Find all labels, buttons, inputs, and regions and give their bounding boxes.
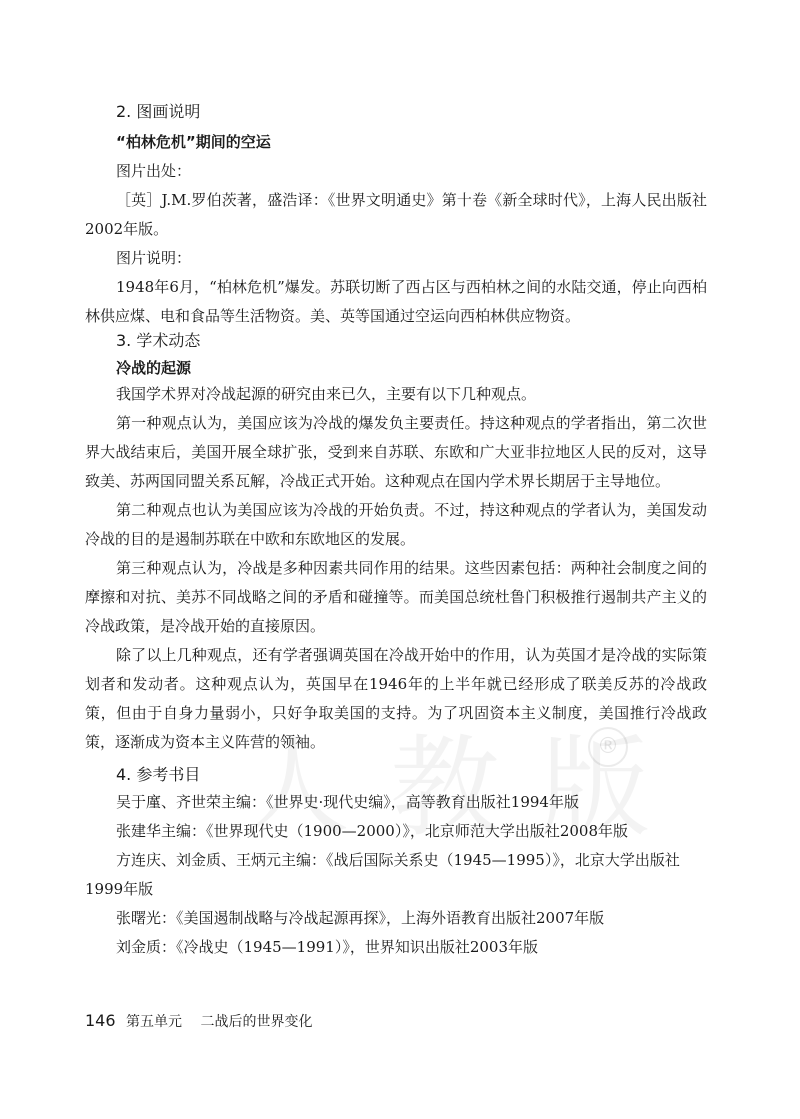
section-2-heading: 2. 图画说明: [116, 102, 201, 121]
paragraph: 第一种观点认为，美国应该为冷战的爆发负主要责任。持这种观点的学者指出，第二次世界大战结束后，美国开展全球扩张，受到来自苏联、东欧和广大亚非拉地区人民的反对，这导致美、苏两国同盟关系瓦解，冷战正式开始。这种观点在国内学术界长期居于主导地位。: [85, 414, 707, 490]
unit-title: 二战后的世界变化: [200, 1014, 313, 1030]
section-4-heading: 4. 参考书目: [116, 765, 201, 784]
paragraph: 除了以上几种观点，还有学者强调英国在冷战开始中的作用，认为英国才是冷战的实际策划者和发动者。这种观点认为，英国早在1946年的上半年就已经形成了联美反苏的冷战政策，但由于自身力量弱小，只好争取美国的支持。为了巩固资本主义制度，美国推行冷战政策，逐渐成为资本主义阵营的领袖。: [85, 646, 707, 751]
reference-item: 刘金质：《冷战史（1945—1991）》，世界知识出版社2003年版: [116, 938, 539, 956]
paragraph: 第二种观点也认为美国应该为冷战的开始负责。不过，持这种观点的学者认为，美国发动冷战的目的是遏制苏联在中欧和东欧地区的发展。: [85, 501, 707, 548]
section-3-subtitle: 冷战的起源: [116, 359, 192, 377]
page-footer: [85, 1009, 312, 1034]
registered-mark-icon: ®: [588, 727, 628, 767]
section-3-heading: 3. 学术动态: [116, 331, 201, 350]
section-2-body: [85, 157, 707, 331]
reference-item: 方连庆、刘金质、王炳元主编：《战后国际关系史（1945—1995）》，北京大学出版社1999年版: [85, 851, 680, 898]
reference-item: 张曙光：《美国遏制战略与冷战起源再探》，上海外语教育出版社2007年版: [116, 909, 605, 927]
description-label: 图片说明：: [116, 249, 192, 267]
paragraph: 第三种观点认为，冷战是多种因素共同作用的结果。这些因素包括：两种社会制度之间的摩擦和对抗、美苏不同战略之间的矛盾和碰撞等。而美国总统杜鲁门积极推行遏制共产主义的冷战政策，是冷战开始的直接原因。: [85, 559, 707, 635]
page-number: 146: [85, 1011, 116, 1030]
source-text: ［英］J.M.罗伯茨著，盛浩译：《世界文明通史》第十卷《新全球时代》，上海人民出版社2002年版。: [85, 191, 707, 238]
paragraph: 我国学术界对冷战起源的研究由来已久，主要有以下几种观点。: [116, 385, 537, 403]
description-text: 1948年6月，“柏林危机”爆发。苏联切断了西占区与西柏林之间的水陆交通，停止向西柏林供应煤、电和食品等生活物资。美、英等国通过空运向西柏林供应物资。: [85, 278, 707, 325]
reference-item: 张建华主编：《世界现代史（1900—2000）》，北京师范大学出版社2008年版: [116, 822, 629, 840]
section-2-subtitle: “柏林危机”期间的空运: [116, 133, 271, 151]
section-3-body: [85, 380, 707, 757]
source-label: 图片出处：: [116, 162, 192, 180]
reference-list: [85, 788, 707, 962]
unit-label: 第五单元: [126, 1014, 182, 1030]
reference-item: 吴于廑、齐世荣主编：《世界史·现代史编》，高等教育出版社1994年版: [116, 793, 579, 811]
